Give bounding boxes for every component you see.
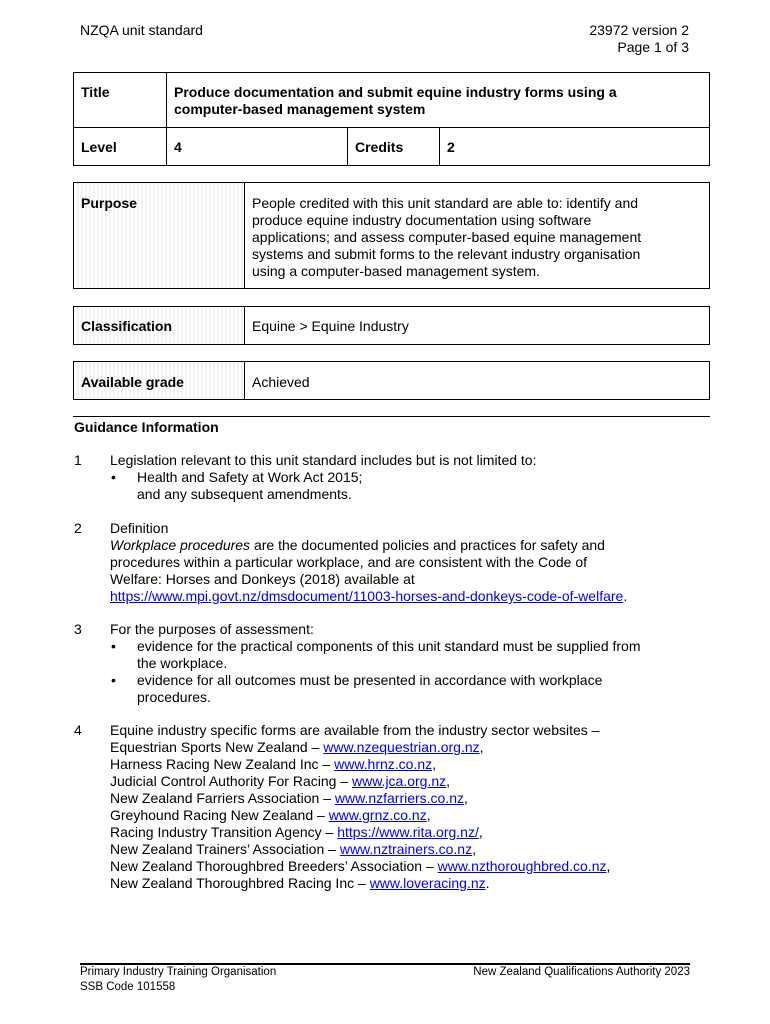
org-link[interactable]: https://www.rita.org.nz/ <box>337 824 479 840</box>
org-name: Greyhound Racing New Zealand – <box>110 807 329 823</box>
item-number: 2 <box>74 520 82 536</box>
org-line <box>110 756 714 773</box>
summary-table <box>73 72 710 166</box>
org-link[interactable]: www.hrnz.co.nz <box>334 756 433 772</box>
bullet-line: procedures. <box>137 689 211 705</box>
org-line <box>110 807 714 824</box>
footer-copyright: New Zealand Qualifications Authority 2023 <box>473 966 690 978</box>
grade-value: Achieved <box>245 362 710 400</box>
org-line <box>110 773 714 790</box>
org-name: New Zealand Thoroughbred Breeders’ Association – <box>110 858 438 874</box>
header-version-page <box>589 22 689 56</box>
header-page-number: Page 1 of 3 <box>617 39 689 55</box>
bullet-line: the workplace. <box>137 655 228 671</box>
purpose-line: applications; and assess computer-based equine management <box>252 229 642 245</box>
item-heading: Definition <box>110 520 169 536</box>
org-name: Racing Industry Transition Agency – <box>110 824 338 840</box>
org-link[interactable]: www.grnz.co.nz <box>328 807 427 823</box>
classification-table <box>73 306 710 345</box>
bullet-item <box>110 638 714 672</box>
org-name: Judicial Control Authority For Racing – <box>110 773 352 789</box>
footer-ssb-code: SSB Code 101558 <box>80 981 176 993</box>
item-text: Legislation relevant to this unit standard includes but is not limited to: <box>110 452 537 468</box>
level-value: 4 <box>167 128 348 166</box>
punctuation: , <box>426 807 431 823</box>
org-line <box>110 824 714 841</box>
classification-value: Equine > Equine Industry <box>245 307 710 345</box>
punctuation: , <box>464 790 468 806</box>
org-line <box>110 790 714 807</box>
section-divider <box>73 416 710 417</box>
item-text: and any subsequent amendments. <box>137 486 352 502</box>
purpose-text <box>245 183 710 289</box>
bullet-item: • Health and Safety at Work Act 2015; <box>110 469 714 486</box>
item-text: Equine industry specific forms are available from the industry sector websites – <box>110 722 600 738</box>
definition-text: are the documented policies and practices for safety and <box>250 537 605 553</box>
punctuation: , <box>478 824 483 840</box>
guidance-item-1 <box>74 452 714 503</box>
punctuation: , <box>606 858 611 874</box>
grade-table <box>73 361 710 400</box>
item-number: 3 <box>74 621 82 637</box>
title-label: Title <box>74 73 167 128</box>
org-link[interactable]: www.loveracing.nz <box>369 875 486 891</box>
definition-line: Welfare: Horses and Donkeys (2018) available at <box>110 571 415 587</box>
title-line: Produce documentation and submit equine industry forms using a <box>174 84 617 100</box>
org-name: New Zealand Thoroughbred Racing Inc – <box>110 875 370 891</box>
org-link[interactable]: www.nztrainers.co.nz <box>339 841 473 857</box>
definition-line: procedures within a particular workplace, and are consistent with the Code of <box>110 554 588 570</box>
punctuation: , <box>472 841 476 857</box>
footer-left <box>80 965 276 995</box>
bullet-item <box>110 672 714 706</box>
grade-label: Available grade <box>74 362 245 400</box>
title-line: computer-based management system <box>174 101 426 117</box>
org-line <box>110 841 714 858</box>
punctuation: , <box>432 756 437 772</box>
org-line <box>110 875 714 892</box>
footer-organisation: Primary Industry Training Organisation <box>80 966 277 978</box>
title-value <box>167 73 710 128</box>
punctuation: . <box>623 588 628 604</box>
org-name: New Zealand Farriers Association – <box>110 790 335 806</box>
punctuation: , <box>446 773 451 789</box>
purpose-line: using a computer-based management system. <box>252 263 540 279</box>
purpose-label: Purpose <box>74 183 245 289</box>
purpose-line: systems and submit forms to the relevant industry organisation <box>252 246 641 262</box>
bullet-line: • evidence for all outcomes must be presented in accordance with workplace <box>137 672 603 688</box>
guidance-item-4 <box>74 722 714 892</box>
punctuation: , <box>479 739 484 755</box>
org-link[interactable]: www.nzequestrian.org.nz <box>323 739 480 755</box>
header-unit-standard: NZQA unit standard <box>80 22 203 38</box>
item-text: For the purposes of assessment: <box>110 621 314 637</box>
classification-label: Classification <box>74 307 245 345</box>
code-of-welfare-link[interactable]: https://www.mpi.govt.nz/dmsdocument/11003-horses-and-donkeys-code-of-welfare <box>110 588 624 604</box>
definition-term: Workplace procedures <box>110 537 251 553</box>
credits-label: Credits <box>348 128 440 166</box>
header-version: 23972 version 2 <box>589 22 689 38</box>
level-label: Level <box>74 128 167 166</box>
org-link[interactable]: www.nzfarriers.co.nz <box>334 790 465 806</box>
org-link[interactable]: www.jca.org.nz <box>352 773 447 789</box>
purpose-line: People credited with this unit standard are able to: identify and <box>252 195 639 211</box>
definition-line <box>110 588 714 605</box>
org-name: Harness Racing New Zealand Inc – <box>110 756 335 772</box>
guidance-heading: Guidance Information <box>74 419 219 435</box>
punctuation: . <box>485 875 490 891</box>
org-name: Equestrian Sports New Zealand – <box>110 739 324 755</box>
item-number: 4 <box>74 722 82 738</box>
credits-value: 2 <box>440 128 710 166</box>
guidance-item-3 <box>74 621 714 706</box>
org-line <box>110 858 714 875</box>
guidance-item-2 <box>74 520 714 605</box>
purpose-table <box>73 182 710 289</box>
purpose-line: produce equine industry documentation using software <box>252 212 592 228</box>
bullet-line: • evidence for the practical components of this unit standard must be supplied from <box>137 638 641 654</box>
org-name: New Zealand Trainers’ Association – <box>110 841 340 857</box>
org-link[interactable]: www.nzthoroughbred.co.nz <box>437 858 607 874</box>
org-line <box>110 739 714 756</box>
definition-line <box>110 537 714 554</box>
item-number: 1 <box>74 452 82 468</box>
